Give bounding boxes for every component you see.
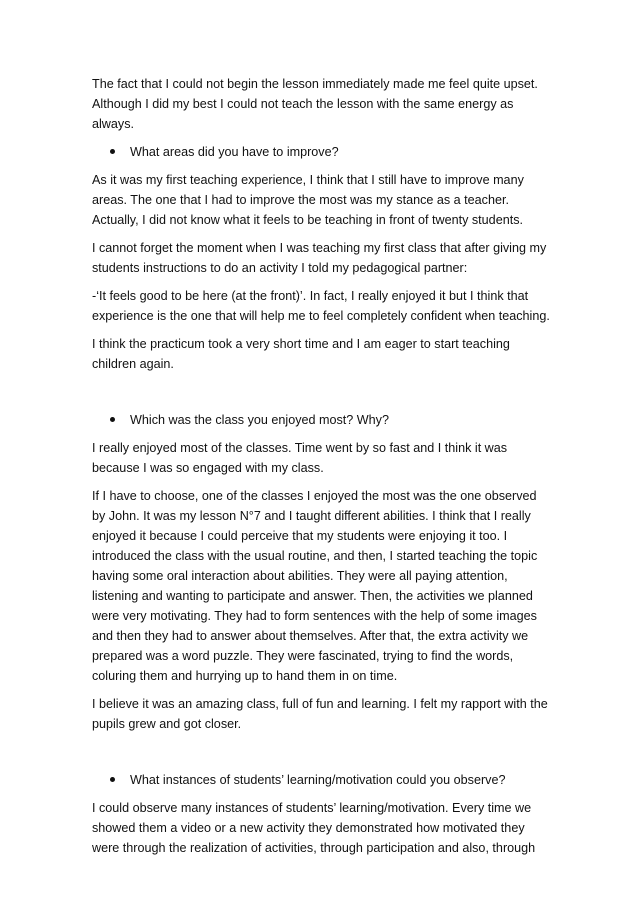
- bullet-icon: [110, 777, 115, 782]
- paragraph: I really enjoyed most of the classes. Time went by so fast and I think it was because I was so engaged with my class.: [92, 441, 508, 475]
- section-spacer: [92, 382, 552, 410]
- paragraph: If I have to choose, one of the classes I enjoyed the most was the one observed by John. It was my lesson N°7 and I taught different abilities. I think that I really enjoyed it because I could perceive that my students were enjoying it too. I introduced the class with the usual routine, and then, I started teaching the topic having some oral interaction about abilities. They were all paying attention, listening and wanting to participate and answer. Then, the activities we planned were very motivating. They had to form sentences with the help of some images and then they had to answer about themselves. After that, the extra activity we prepared was a word puzzle. They were fascinated, trying to find the words, coluring them and hurrying up to hand them in on time.: [92, 489, 538, 683]
- paragraph: I believe it was an amazing class, full of fun and learning. I felt my rapport with the pupils grew and got closer.: [92, 697, 548, 731]
- section-spacer: [92, 742, 552, 770]
- question-text: What areas did you have to improve?: [130, 145, 339, 159]
- question-bullet: [92, 410, 552, 430]
- question-text: What instances of students’ learning/motivation could you observe?: [130, 773, 506, 787]
- document-body: [92, 74, 552, 866]
- question-bullet: [92, 142, 552, 162]
- bullet-icon: [110, 149, 115, 154]
- paragraph: -‘It feels good to be here (at the front)’. In fact, I really enjoyed it but I think that experience is the one that will help me to feel completely confident when teaching.: [92, 289, 550, 323]
- question-text: Which was the class you enjoyed most? Why?: [130, 413, 389, 427]
- paragraph: I could observe many instances of students’ learning/motivation. Every time we showed them a video or a new activity they demonstrated how motivated they were through the realization of activities, through participation and also, through: [92, 801, 536, 855]
- paragraph: As it was my first teaching experience, I think that I still have to improve many areas. The one that I had to improve the most was my stance as a teacher. Actually, I did not know what it feels to be teaching in front of twenty students.: [92, 173, 524, 227]
- paragraph: I cannot forget the moment when I was teaching my first class that after giving my students instructions to do an activity I told my pedagogical partner:: [92, 241, 547, 275]
- paragraph: The fact that I could not begin the lesson immediately made me feel quite upset. Although I did my best I could not teach the lesson with the same energy as always.: [92, 77, 538, 131]
- paragraph: I think the practicum took a very short time and I am eager to start teaching children again.: [92, 337, 510, 371]
- question-bullet: [92, 770, 552, 790]
- bullet-icon: [110, 417, 115, 422]
